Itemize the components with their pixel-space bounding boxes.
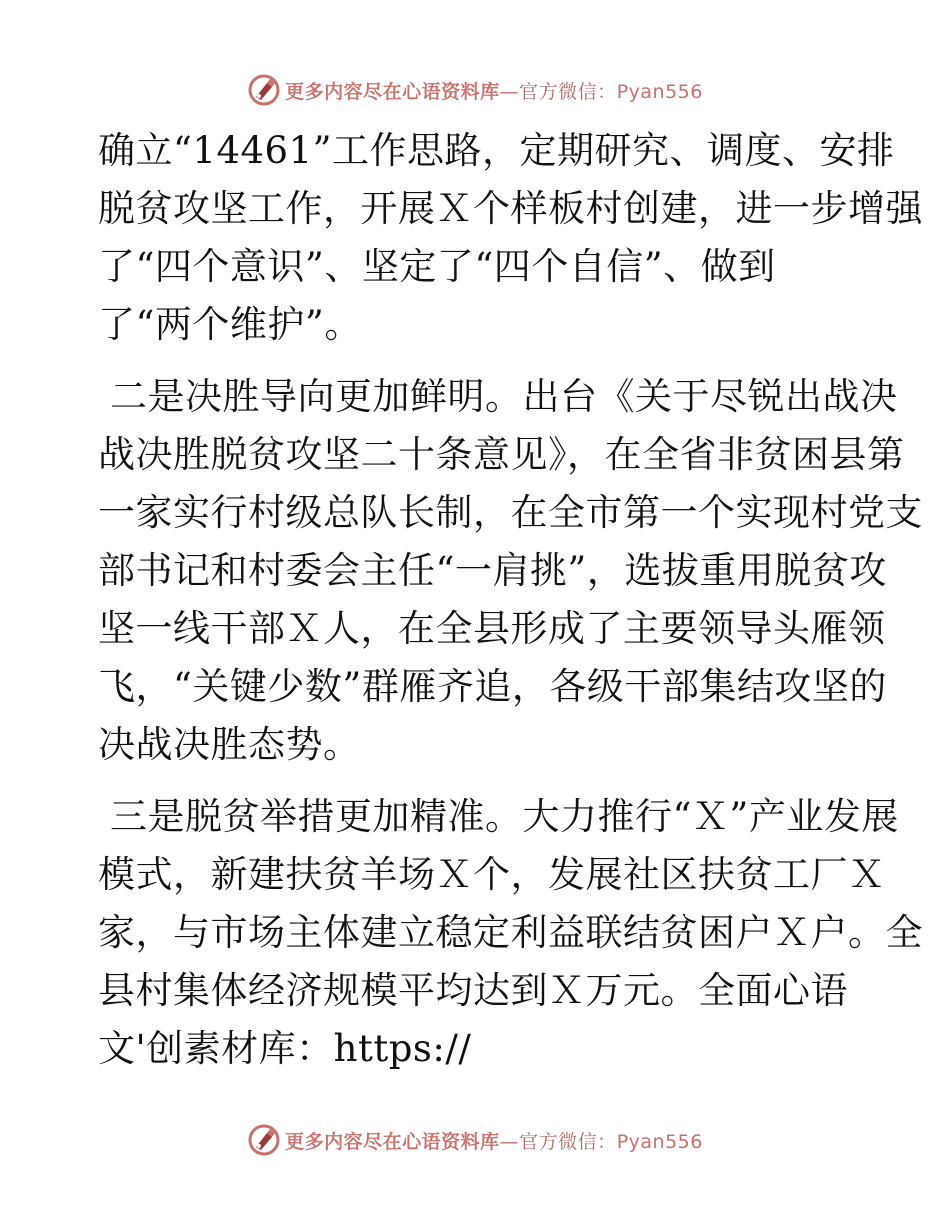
text-line: 文'创素材库：https:// [98,1027,472,1070]
banner-brand: 更多内容尽在心语资料库 [285,80,500,103]
footer-banner [0,1118,950,1162]
banner-official-label: 官方微信： [519,1130,617,1153]
text-line: 战决胜脱贫攻坚二十条意见》，在全省非贫困县第 [98,433,905,476]
paragraph [98,122,923,354]
paragraph [98,788,923,1078]
banner-separator: — [499,80,520,103]
text-line: 二是决胜导向更加鲜明。出台《关于尽锐出战决 [110,375,898,418]
header-banner [0,68,950,112]
text-line: 脱贫攻坚工作，开展Ｘ个样板村创建，进一步增强 [98,187,923,230]
text-line: 确立“14461”工作思路，定期研究、调度、安排 [98,129,895,172]
banner-official-label: 官方微信： [519,80,617,103]
paragraph [98,368,923,774]
pen-nib-logo-icon [247,73,281,107]
banner-wechat-id: Pyan556 [616,1130,703,1153]
text-line: 了“两个维护”。 [98,303,362,346]
banner-brand: 更多内容尽在心语资料库 [285,1130,500,1153]
text-line: 部书记和村委会主任“一肩挑”，选拔重用脱贫攻 [98,549,887,592]
pen-nib-logo-icon [247,1123,281,1157]
text-line: 一家实行村级总队长制，在全市第一个实现村党支 [98,491,923,534]
text-line: 了“四个意识”、坚定了“四个自信”、做到 [98,245,776,288]
banner-wechat-id: Pyan556 [616,80,703,103]
text-line: 决战决胜态势。 [98,723,361,766]
text-line: 模式，新建扶贫羊场Ｘ个，发展社区扶贫工厂Ｘ [98,853,886,896]
text-line: 坚一线干部Ｘ人，在全县形成了主要领导头雁领 [98,607,886,650]
banner-separator: — [499,1130,520,1153]
text-line: 三是脱贫举措更加精准。大力推行“Ｘ”产业发展 [110,795,899,838]
text-line: 飞，“关键少数”群雁齐追，各级干部集结攻坚的 [98,665,887,708]
document-body [98,122,923,1092]
text-line: 县村集体经济规模平均达到Ｘ万元。全面心语 [98,969,848,1012]
text-line: 家，与市场主体建立稳定利益联结贫困户Ｘ户。全 [98,911,923,954]
